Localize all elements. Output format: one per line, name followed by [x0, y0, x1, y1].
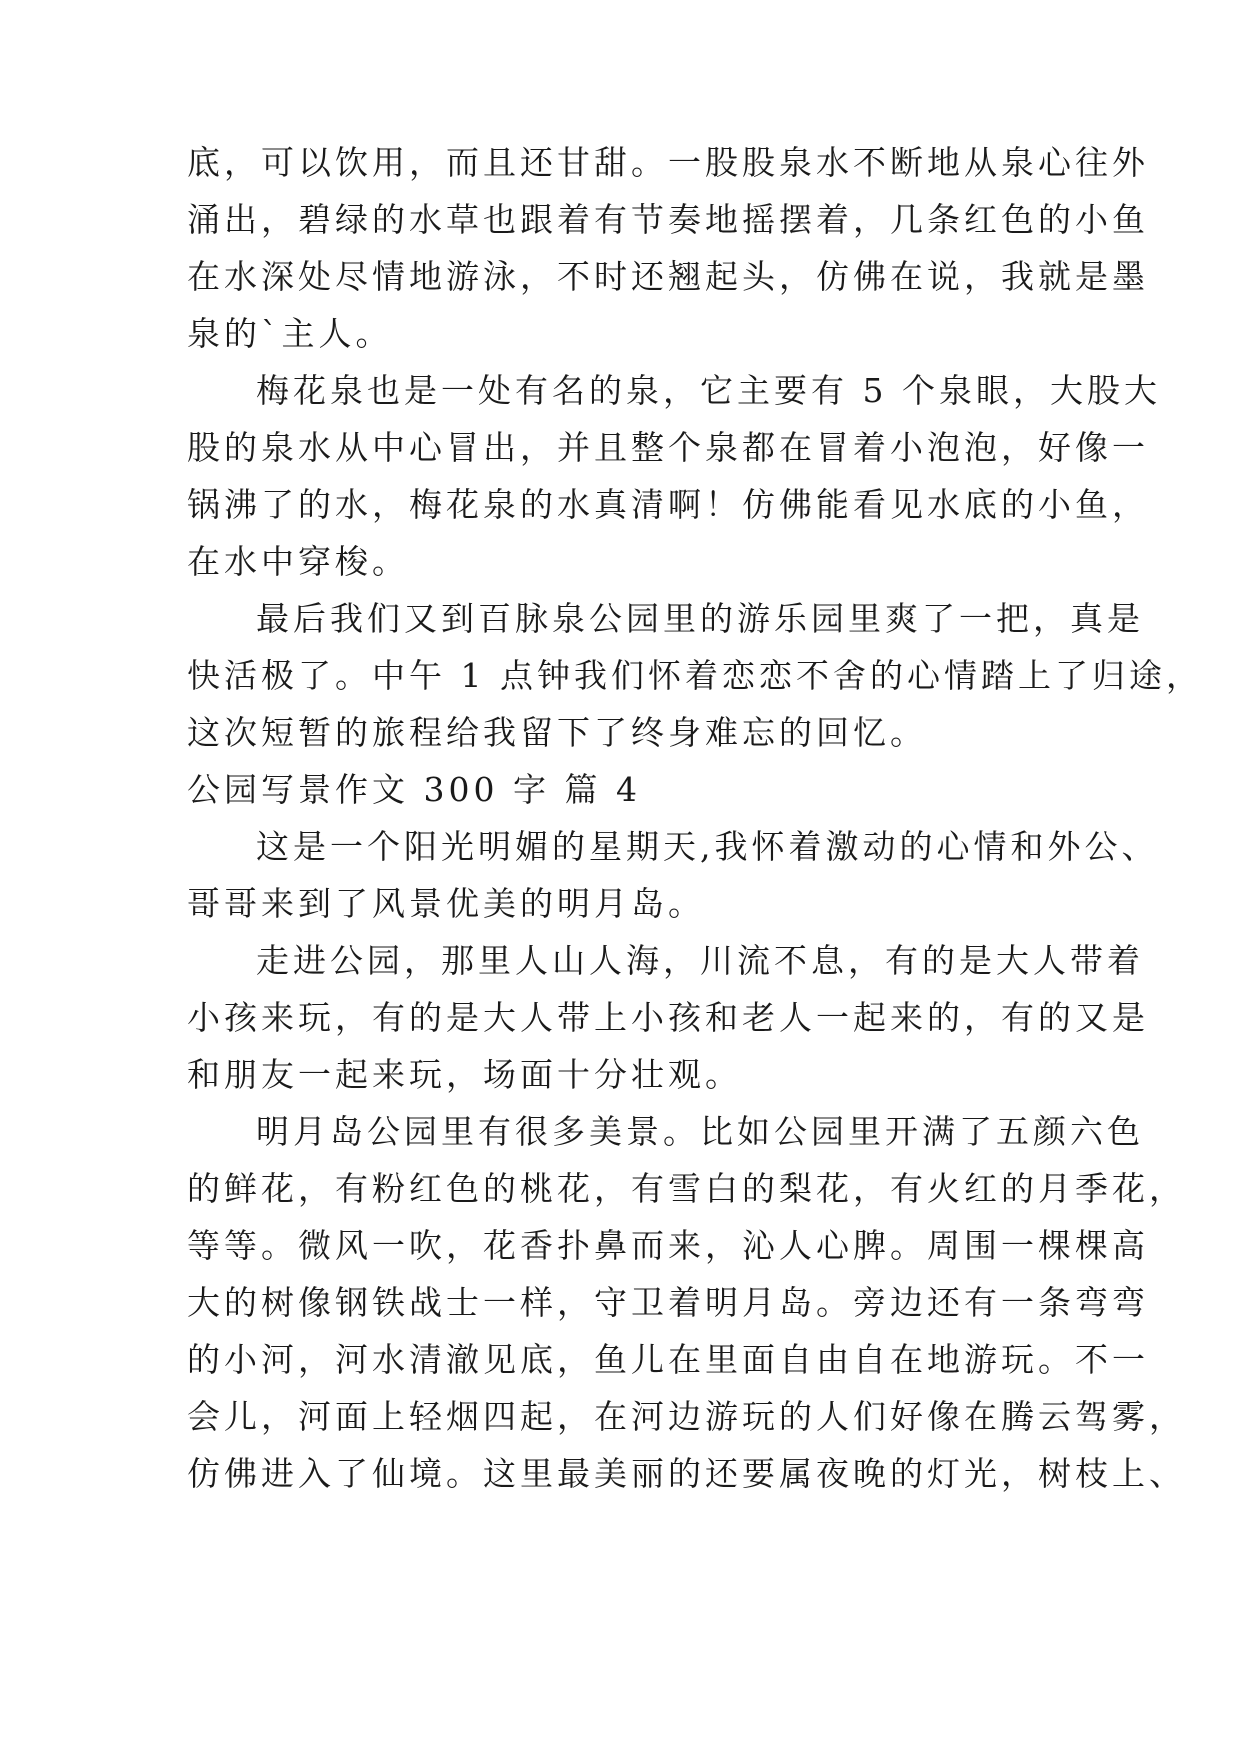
text-line: 股的泉水从中心冒出，并且整个泉都在冒着小泡泡，好像一 — [187, 428, 1149, 467]
text-line: 哥哥来到了风景优美的明月岛。 — [187, 884, 705, 923]
text-line: 锅沸了的水，梅花泉的水真清啊！仿佛能看见水底的小鱼， — [187, 485, 1149, 524]
text-line: 和朋友一起来玩，场面十分壮观。 — [187, 1055, 742, 1094]
section-heading: 公园写景作文 300 字 篇 4 — [187, 770, 641, 809]
paragraph-start-line: 走进公园，那里人山人海，川流不息，有的是大人带着 — [256, 941, 1144, 980]
text-line: 小孩来玩，有的是大人带上小孩和老人一起来的，有的又是 — [187, 998, 1149, 1037]
text-line: 这次短暂的旅程给我留下了终身难忘的回忆。 — [187, 713, 927, 752]
text-line: 等等。微风一吹，花香扑鼻而来，沁人心脾。周围一棵棵高 — [187, 1226, 1149, 1265]
text-line: 涌出，碧绿的水草也跟着有节奏地摇摆着，几条红色的小鱼 — [187, 200, 1149, 239]
text-line: 大的树像钢铁战士一样，守卫着明月岛。旁边还有一条弯弯 — [187, 1283, 1149, 1322]
text-line: 仿佛进入了仙境。这里最美丽的还要属夜晚的灯光，树枝上、 — [187, 1454, 1186, 1493]
paragraph-start-line: 最后我们又到百脉泉公园里的游乐园里爽了一把，真是 — [256, 599, 1144, 638]
text-line: 的小河，河水清澈见底，鱼儿在里面自由自在地游玩。不一 — [187, 1340, 1149, 1379]
paragraph-start-line: 这是一个阳光明媚的星期天,我怀着激动的心情和外公、 — [256, 827, 1159, 866]
text-line: 快活极了。中午 1 点钟我们怀着恋恋不舍的心情踏上了归途， — [187, 656, 1203, 695]
text-line: 在水中穿梭。 — [187, 542, 409, 581]
text-line: 泉的`主人。 — [187, 314, 393, 353]
text-line: 的鲜花，有粉红色的桃花，有雪白的梨花，有火红的月季花， — [187, 1169, 1186, 1208]
paragraph-start-line: 梅花泉也是一处有名的泉，它主要有 5 个泉眼，大股大 — [256, 371, 1161, 410]
text-line: 在水深处尽情地游泳，不时还翘起头，仿佛在说，我就是墨 — [187, 257, 1149, 296]
text-line: 底，可以饮用，而且还甘甜。一股股泉水不断地从泉心往外 — [187, 143, 1149, 182]
paragraph-start-line: 明月岛公园里有很多美景。比如公园里开满了五颜六色 — [256, 1112, 1144, 1151]
text-line: 会儿，河面上轻烟四起，在河边游玩的人们好像在腾云驾雾， — [187, 1397, 1186, 1436]
